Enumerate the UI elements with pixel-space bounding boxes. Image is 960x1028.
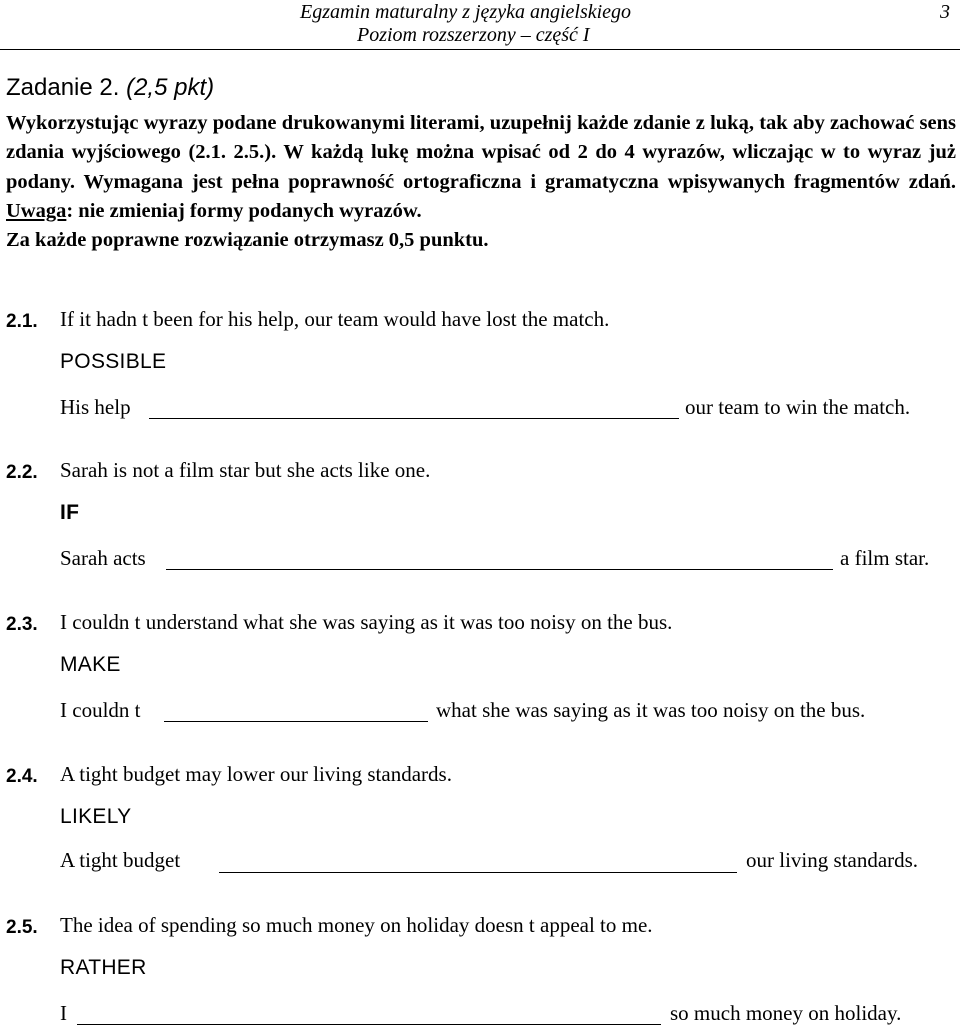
task-instructions — [6, 109, 956, 255]
answer-end: our team to win the match. — [685, 395, 911, 419]
item-number: 2.3. — [6, 614, 38, 635]
answer-gap[interactable] — [166, 569, 833, 570]
answer-end: what she was saying as it was too noisy on the bus. — [436, 698, 866, 722]
source-sentence: A tight budget may lower our living standards. — [60, 762, 452, 786]
answer-gap[interactable] — [219, 872, 737, 873]
keyword: POSSIBLE — [60, 350, 167, 373]
answer-start: Sarah acts — [60, 546, 146, 570]
answer-end: a film star. — [840, 546, 930, 570]
item-number: 2.2. — [6, 462, 38, 483]
page-number: 3 — [940, 1, 950, 23]
answer-start: I — [60, 1001, 67, 1025]
instructions-text: Wykorzystując wyrazy podane drukowanymi literami, uzupełnij każde zdanie z luką, tak aby zachować sens zdania wyjściowego (2.1. 2.5.). W każdą lukę można wpisać od 2 do 4 wyrazów, wliczając w to wyraz już podany. Wymagana jest pełna poprawność ortograficzna i gramatyczna wpisywanych fragmentów zdań. — [6, 112, 956, 193]
task-name: Zadanie 2. — [6, 74, 120, 101]
answer-start: I couldn t — [60, 698, 141, 722]
answer-gap[interactable] — [164, 721, 428, 722]
item-number: 2.1. — [6, 311, 38, 332]
answer-end: our living standards. — [746, 848, 919, 872]
answer-start: A tight budget — [60, 848, 181, 872]
task-points: (2,5 pkt) — [126, 74, 215, 101]
keyword: IF — [60, 501, 80, 524]
source-sentence: If it hadn t been for his help, our team would have lost the match. — [60, 307, 610, 331]
keyword: MAKE — [60, 653, 121, 676]
source-sentence: Sarah is not a film star but she acts like one. — [60, 458, 431, 482]
page-header — [0, 0, 960, 50]
note-text: : nie zmieniaj formy podanych wyrazów. — [66, 199, 422, 222]
task-title — [6, 74, 214, 102]
answer-end: so much money on holiday. — [670, 1001, 902, 1025]
answer-start: His help — [60, 395, 131, 419]
exam-level: Poziom rozszerzony – część I — [357, 24, 590, 46]
note-label: Uwaga — [6, 199, 67, 222]
exam-title: Egzamin maturalny z języka angielskiego — [300, 1, 632, 23]
header-divider — [0, 49, 960, 50]
source-sentence: The idea of spending so much money on holiday doesn t appeal to me. — [60, 913, 653, 937]
item-number: 2.5. — [6, 917, 38, 938]
keyword: LIKELY — [60, 805, 132, 828]
scoring-note: Za każde poprawne rozwiązanie otrzymasz 0,5 punktu. — [6, 229, 489, 252]
item-number: 2.4. — [6, 766, 38, 787]
answer-gap[interactable] — [77, 1024, 661, 1025]
keyword: RATHER — [60, 956, 147, 979]
source-sentence: I couldn t understand what she was saying as it was too noisy on the bus. — [60, 610, 673, 634]
answer-gap[interactable] — [149, 418, 679, 419]
